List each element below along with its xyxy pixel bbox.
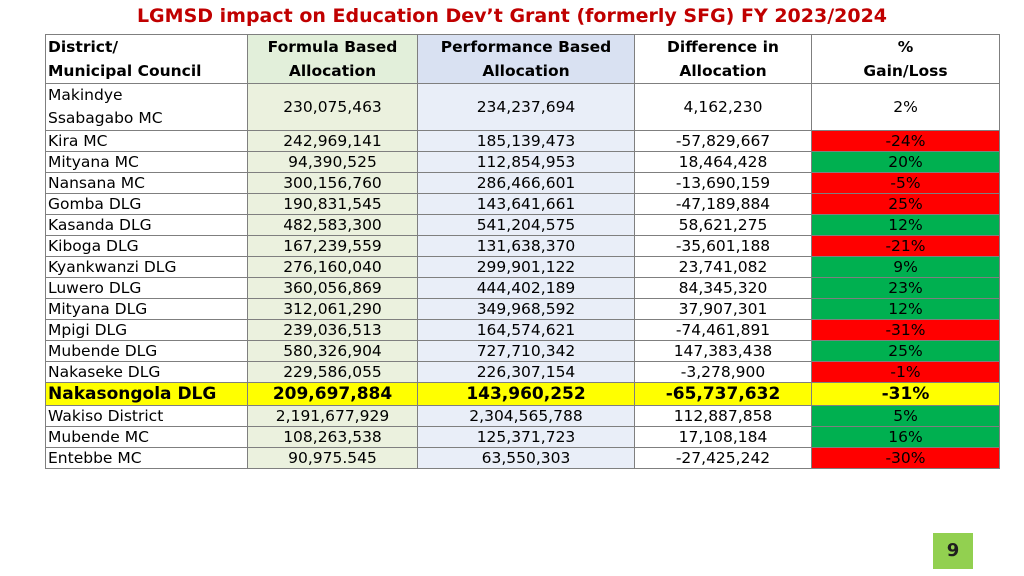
cell-difference: -35,601,188	[635, 236, 812, 257]
table-row	[46, 84, 1000, 131]
table-row	[46, 362, 1000, 383]
cell-performance: 226,307,154	[418, 362, 635, 383]
cell-pct: 25%	[812, 194, 1000, 215]
cell-district: Entebbe MC	[46, 448, 248, 469]
cell-formula: 209,697,884	[248, 383, 418, 406]
cell-difference: 147,383,438	[635, 341, 812, 362]
header-formula-line2: Allocation	[288, 62, 377, 80]
table-row	[46, 152, 1000, 173]
cell-performance: 541,204,575	[418, 215, 635, 236]
cell-pct: -30%	[812, 448, 1000, 469]
table-row	[46, 278, 1000, 299]
cell-performance: 286,466,601	[418, 173, 635, 194]
header-formula	[248, 35, 418, 84]
header-difference-line1: Difference in	[667, 38, 779, 56]
cell-district: Mubende MC	[46, 427, 248, 448]
cell-district: Nansana MC	[46, 173, 248, 194]
cell-district-line2: Ssabagabo MC	[48, 109, 163, 127]
cell-formula: 239,036,513	[248, 320, 418, 341]
cell-performance: 299,901,122	[418, 257, 635, 278]
slide-title: LGMSD impact on Education Dev’t Grant (formerly SFG) FY 2023/2024	[136, 5, 888, 27]
cell-performance: 143,960,252	[418, 383, 635, 406]
allocation-table	[45, 34, 1000, 469]
table-row	[46, 299, 1000, 320]
cell-district: Luwero DLG	[46, 278, 248, 299]
cell-formula: 108,263,538	[248, 427, 418, 448]
cell-formula: 90,975.545	[248, 448, 418, 469]
cell-pct: 9%	[812, 257, 1000, 278]
cell-pct: 25%	[812, 341, 1000, 362]
cell-performance: 63,550,303	[418, 448, 635, 469]
cell-district: Mubende DLG	[46, 341, 248, 362]
cell-formula: 580,326,904	[248, 341, 418, 362]
cell-formula: 190,831,545	[248, 194, 418, 215]
cell-pct: -31%	[812, 383, 1000, 406]
cell-district: Kasanda DLG	[46, 215, 248, 236]
cell-performance: 2,304,565,788	[418, 406, 635, 427]
cell-district: Mityana MC	[46, 152, 248, 173]
header-performance-line1: Performance Based	[440, 38, 612, 56]
table-row	[46, 320, 1000, 341]
header-performance-line2: Allocation	[482, 62, 570, 80]
table-row	[46, 215, 1000, 236]
cell-pct: -1%	[812, 362, 1000, 383]
cell-district: Nakasongola DLG	[46, 383, 248, 406]
table-row	[46, 131, 1000, 152]
cell-pct: -31%	[812, 320, 1000, 341]
header-formula-line1: Formula Based	[267, 38, 398, 56]
cell-formula: 2,191,677,929	[248, 406, 418, 427]
cell-formula: 360,056,869	[248, 278, 418, 299]
cell-difference: 23,741,082	[635, 257, 812, 278]
cell-performance: 444,402,189	[418, 278, 635, 299]
cell-performance: 727,710,342	[418, 341, 635, 362]
header-performance	[418, 35, 635, 84]
cell-performance: 143,641,661	[418, 194, 635, 215]
cell-district: Kiboga DLG	[46, 236, 248, 257]
table-row	[46, 341, 1000, 362]
cell-district: Mpigi DLG	[46, 320, 248, 341]
cell-formula: 312,061,290	[248, 299, 418, 320]
cell-formula: 300,156,760	[248, 173, 418, 194]
cell-formula: 230,075,463	[248, 84, 418, 131]
table-row-highlighted	[46, 383, 1000, 406]
cell-formula: 229,586,055	[248, 362, 418, 383]
cell-formula: 276,160,040	[248, 257, 418, 278]
page-number-badge: 9	[933, 533, 973, 569]
cell-district	[46, 84, 248, 131]
cell-district: Wakiso District	[46, 406, 248, 427]
cell-formula: 242,969,141	[248, 131, 418, 152]
table-row	[46, 427, 1000, 448]
cell-difference: -27,425,242	[635, 448, 812, 469]
header-district	[46, 35, 248, 84]
cell-difference: -74,461,891	[635, 320, 812, 341]
cell-performance: 234,237,694	[418, 84, 635, 131]
header-pct-line1: %	[897, 38, 914, 56]
cell-district: Nakaseke DLG	[46, 362, 248, 383]
cell-difference: 112,887,858	[635, 406, 812, 427]
header-district-line2: Municipal Council	[48, 62, 202, 80]
cell-district: Mityana DLG	[46, 299, 248, 320]
table-row	[46, 236, 1000, 257]
cell-district: Kira MC	[46, 131, 248, 152]
cell-performance: 164,574,621	[418, 320, 635, 341]
cell-pct: 16%	[812, 427, 1000, 448]
cell-difference: 84,345,320	[635, 278, 812, 299]
cell-performance: 185,139,473	[418, 131, 635, 152]
cell-pct: -5%	[812, 173, 1000, 194]
cell-difference: 37,907,301	[635, 299, 812, 320]
cell-district: Gomba DLG	[46, 194, 248, 215]
header-pct	[812, 35, 1000, 84]
cell-difference: 18,464,428	[635, 152, 812, 173]
cell-district: Kyankwanzi DLG	[46, 257, 248, 278]
cell-formula: 482,583,300	[248, 215, 418, 236]
cell-performance: 112,854,953	[418, 152, 635, 173]
cell-pct: 12%	[812, 215, 1000, 236]
cell-difference: -65,737,632	[635, 383, 812, 406]
table-row	[46, 448, 1000, 469]
cell-performance: 125,371,723	[418, 427, 635, 448]
cell-difference: -57,829,667	[635, 131, 812, 152]
cell-difference: 17,108,184	[635, 427, 812, 448]
cell-performance: 131,638,370	[418, 236, 635, 257]
table-row	[46, 194, 1000, 215]
cell-difference: -47,189,884	[635, 194, 812, 215]
cell-pct: 12%	[812, 299, 1000, 320]
cell-district-line1: Makindye	[48, 86, 123, 104]
cell-difference: -3,278,900	[635, 362, 812, 383]
cell-pct: 5%	[812, 406, 1000, 427]
cell-difference: 4,162,230	[635, 84, 812, 131]
cell-difference: 58,621,275	[635, 215, 812, 236]
cell-pct: -24%	[812, 131, 1000, 152]
cell-difference: -13,690,159	[635, 173, 812, 194]
cell-formula: 167,239,559	[248, 236, 418, 257]
table-row	[46, 173, 1000, 194]
cell-pct: 2%	[812, 84, 1000, 131]
header-district-line1: District/	[48, 38, 119, 56]
table-row	[46, 406, 1000, 427]
cell-performance: 349,968,592	[418, 299, 635, 320]
header-pct-line2: Gain/Loss	[863, 62, 948, 80]
header-difference	[635, 35, 812, 84]
cell-pct: 20%	[812, 152, 1000, 173]
cell-pct: 23%	[812, 278, 1000, 299]
table-header-row	[46, 35, 1000, 84]
cell-formula: 94,390,525	[248, 152, 418, 173]
header-difference-line2: Allocation	[679, 62, 767, 80]
table-row	[46, 257, 1000, 278]
cell-pct: -21%	[812, 236, 1000, 257]
